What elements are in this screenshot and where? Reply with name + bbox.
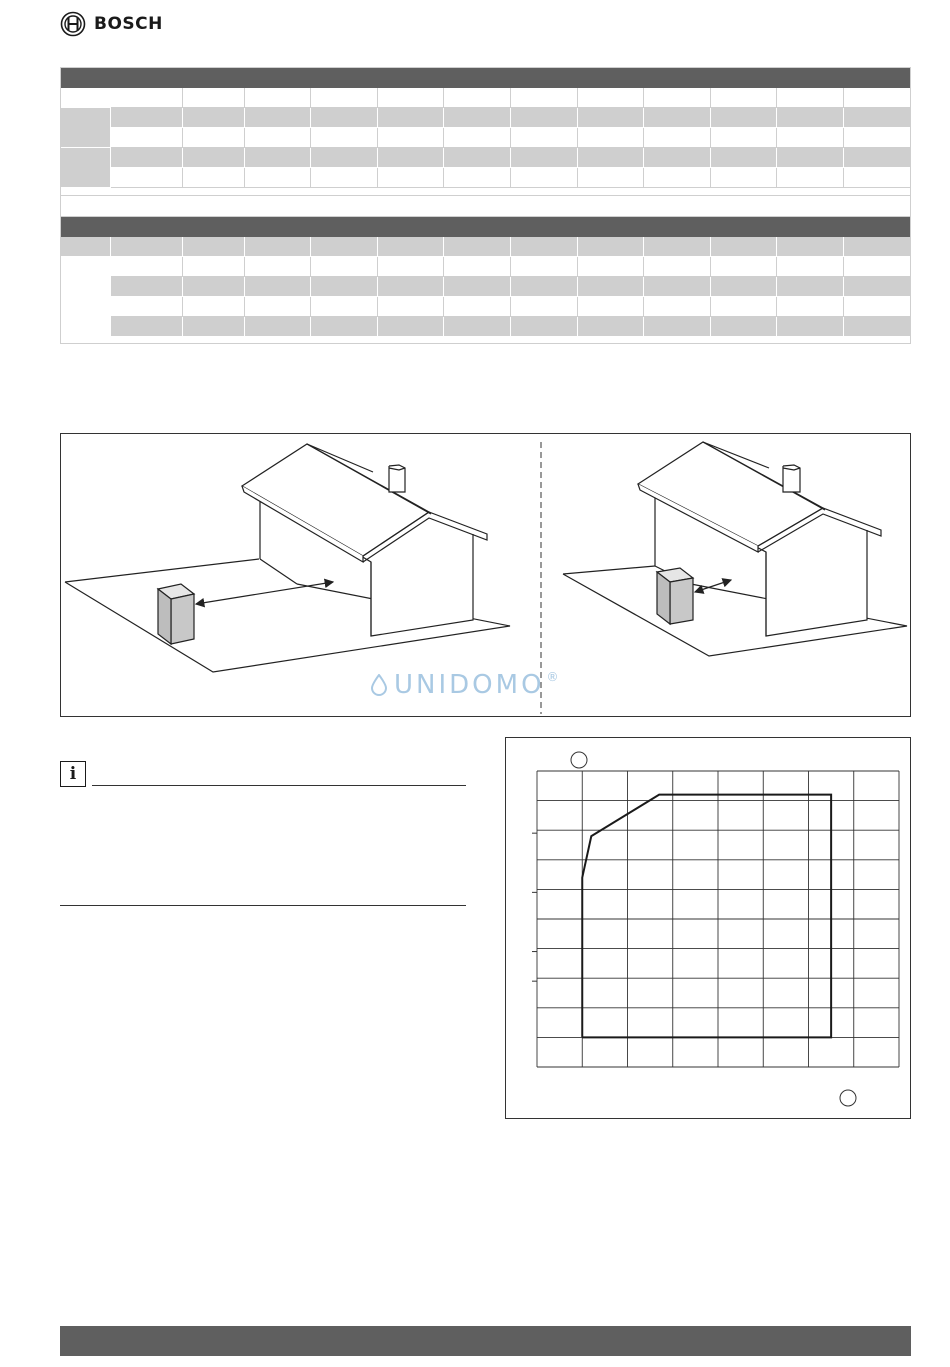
table-cell [111,237,183,257]
outdoor-unit-near [657,568,693,624]
table-cell [311,317,378,337]
table-cell [377,108,444,128]
watermark-text: UNIDOMO [394,670,545,700]
table-cell [377,168,444,188]
table-cell [311,257,378,277]
table-row [61,277,911,297]
table-row [61,88,911,108]
table-cell [377,297,444,317]
footer-bar [60,1326,911,1356]
table-cell [244,257,311,277]
table-cell [377,237,444,257]
table-row-header [61,237,111,257]
table-header-bar [61,217,911,237]
table-cell [577,88,644,108]
table-cell [777,88,844,108]
table-cell [111,277,183,297]
table-cell [377,257,444,277]
table-cell [244,148,311,168]
table-cell [183,168,244,188]
table-row [61,148,911,168]
table-cell [111,317,183,337]
table-cell [511,277,578,297]
table-cell [710,168,777,188]
table-cell [844,257,911,277]
table-cell [111,168,183,188]
table-row-header [61,148,111,188]
table-cell [244,277,311,297]
table-cell [183,257,244,277]
note-rule-bottom [60,905,466,906]
table-row [61,297,911,317]
table-cell [844,317,911,337]
table-row [61,108,911,128]
table-cell [183,237,244,257]
table-cell [244,108,311,128]
table-row [61,128,911,148]
table-cell [244,297,311,317]
table-cell [710,277,777,297]
table-cell [444,237,511,257]
table-cell [183,317,244,337]
table-cell [577,168,644,188]
table-cell [183,148,244,168]
table-cell [511,128,578,148]
table-cell [377,128,444,148]
table-cell [710,237,777,257]
table-cell [111,128,183,148]
bosch-armature-icon [60,11,86,37]
table-row [61,217,911,237]
table-cell [311,168,378,188]
callout-marker-x [840,1090,856,1106]
table-cell [844,88,911,108]
table-cell [644,148,711,168]
note-rule-top [92,785,466,786]
table-cell [777,237,844,257]
table-cell [377,317,444,337]
table-cell [183,277,244,297]
table-cell [311,108,378,128]
brand-logo [60,10,163,38]
watermark-registered: ® [546,670,562,684]
table-cell [311,88,378,108]
table-cell [777,277,844,297]
info-icon [60,761,86,787]
table-cell [111,297,183,317]
table-cell [444,128,511,148]
house-near-unit-icon [563,442,907,656]
table-cell [377,277,444,297]
water-drop-icon [370,674,388,696]
table-cell [511,317,578,337]
table-cell [710,128,777,148]
table-cell [577,277,644,297]
house-distant-unit-icon [65,444,510,672]
watermark [370,670,562,700]
table-cell [577,237,644,257]
table-cell [311,297,378,317]
table-cell [444,317,511,337]
table-cell [244,317,311,337]
table-cell [183,297,244,317]
table-cell [644,128,711,148]
table-cell [844,108,911,128]
table-cell [444,297,511,317]
table-cell [710,148,777,168]
table-cell [311,277,378,297]
table-cell [444,257,511,277]
table-row-header [61,297,111,337]
table-cell [111,88,183,108]
table-cell [244,128,311,148]
table-cell [183,128,244,148]
table-cell [511,108,578,128]
table-cell [710,317,777,337]
figure-operating-range-chart [505,737,911,1119]
table-cell [644,237,711,257]
table-row-header [61,88,111,108]
callout-marker-y [571,752,587,768]
table-cell [311,128,378,148]
table-cell [644,297,711,317]
table-cell [777,128,844,148]
table-row-header [61,108,111,148]
table-cell [644,108,711,128]
table-cell [710,297,777,317]
table-cell [444,168,511,188]
table-cell [644,317,711,337]
brand-name: BOSCH [94,14,163,34]
table-cell [777,168,844,188]
table-cell [710,257,777,277]
table-cell [111,108,183,128]
operating-range-line [582,795,831,1038]
table-cell [844,237,911,257]
table-cell [844,128,911,148]
table-cell [183,88,244,108]
table-cell [777,148,844,168]
table-cell [577,297,644,317]
table-cell [577,317,644,337]
table-cell [444,88,511,108]
table-row-header [61,257,111,297]
table-row [61,257,911,277]
table-cell [377,88,444,108]
table-cell [577,148,644,168]
table-cell [511,297,578,317]
table-cell [111,257,183,277]
table-cell [844,168,911,188]
info-icon-glyph: i [69,764,77,784]
table-cell [511,168,578,188]
table-cell [844,148,911,168]
table-cell [111,148,183,168]
table-cell [444,108,511,128]
table-cell [183,108,244,128]
table-cell [511,88,578,108]
table-row [61,237,911,257]
table-spacer [60,196,911,216]
table-cell [244,168,311,188]
table-cell [644,88,711,108]
table-cell [844,297,911,317]
data-table-upper [60,67,911,188]
table-cell [777,257,844,277]
table-cell [311,148,378,168]
table-cell [577,108,644,128]
table-cell [444,148,511,168]
table-cell [777,108,844,128]
table-cell [377,148,444,168]
table-cell [511,257,578,277]
table-cell [844,277,911,297]
data-table-lower [60,216,911,337]
table-cell [710,88,777,108]
outdoor-unit-far [158,584,194,644]
table-row [61,168,911,188]
table-cell [577,257,644,277]
table-cell [311,237,378,257]
table-cell [511,237,578,257]
table-row [61,68,911,88]
table-cell [244,88,311,108]
table-cell [644,168,711,188]
table-header-bar [61,68,911,88]
table-cell [577,128,644,148]
table-cell [511,148,578,168]
operating-range-chart [506,738,910,1118]
table-cell [244,237,311,257]
table-cell [710,108,777,128]
table-cell [644,277,711,297]
table-cell [777,317,844,337]
table-row [61,317,911,337]
table-cell [777,297,844,317]
table-cell [644,257,711,277]
table-cell [444,277,511,297]
